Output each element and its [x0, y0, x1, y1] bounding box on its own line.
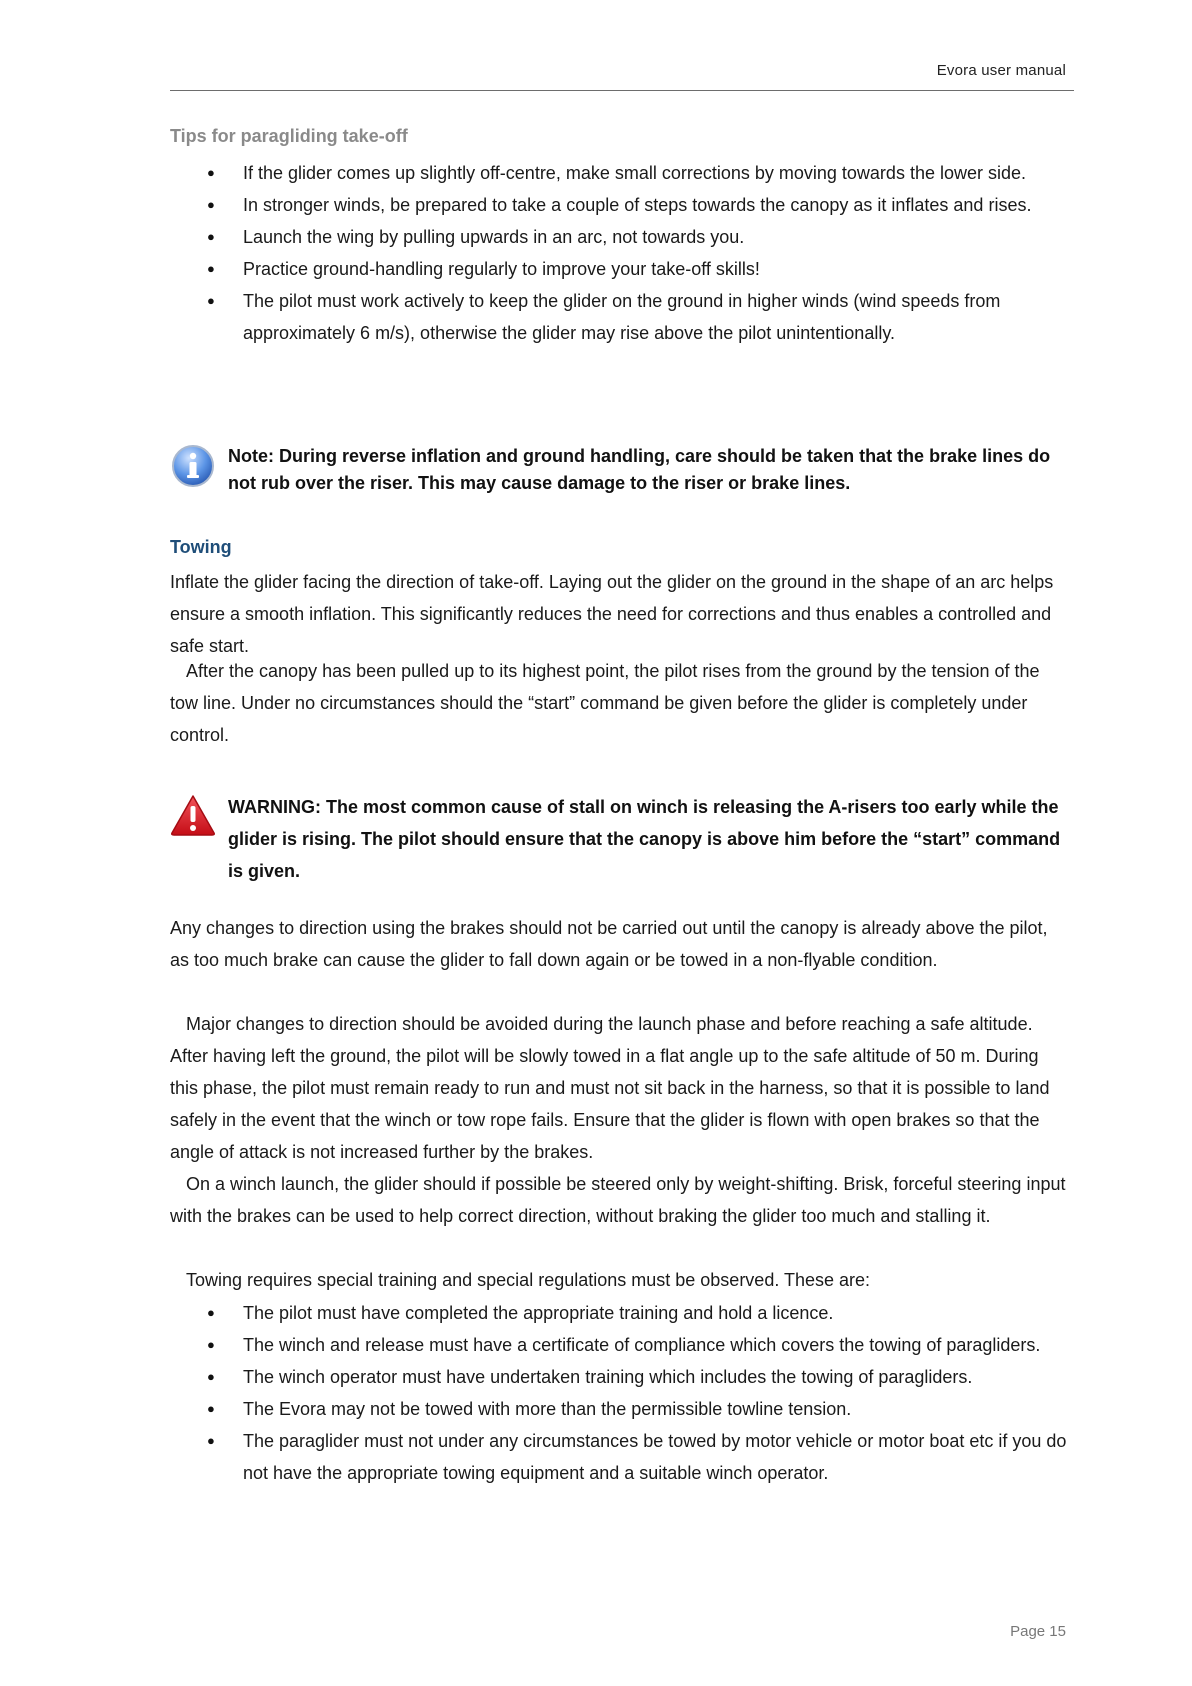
list-item: ● Launch the wing by pulling upwards in an arc, not towards you.: [170, 221, 1070, 253]
towing-paragraph: After the canopy has been pulled up to its highest point, the pilot rises from the ground by the tension of the tow line. Under no circumstances should the “start” command be given before the glider is completely under control.: [170, 661, 1040, 745]
header-rule: [170, 90, 1074, 91]
list-item: ● If the glider comes up slightly off-centre, make small corrections by moving towards the lower side.: [170, 157, 1070, 189]
list-item: ● Practice ground-handling regularly to improve your take-off skills!: [170, 253, 1070, 285]
warning-callout: [170, 791, 1070, 887]
info-icon: [170, 443, 216, 494]
list-item: ● The Evora may not be towed with more than the permissible towline tension.: [170, 1393, 1070, 1425]
towing-paragraph: On a winch launch, the glider should if possible be steered only by weight-shifting. Brisk, forceful steering input with the brakes can be used to help correct direction, without braking the glider too much and stalling it.: [170, 1174, 1066, 1226]
list-item: ● The winch and release must have a certificate of compliance which covers the towing of paragliders.: [170, 1329, 1070, 1361]
towing-heading: Towing: [170, 537, 232, 557]
list-item: ● The pilot must work actively to keep the glider on the ground in higher winds (wind speeds from approximately 6 m/s), otherwise the glider may rise above the pilot unintentionally.: [170, 285, 1070, 349]
tips-list: [170, 157, 1070, 349]
header-title: Evora user manual: [936, 62, 1066, 79]
towing-paragraph: Major changes to direction should be avoided during the launch phase and before reaching a safe altitude. After having left the ground, the pilot will be slowly towed in a flat angle up to the safe altitude of 50 m. During this phase, the pilot must remain ready to run and must not sit back in the harness, so that it is possible to land safely in the event that the winch or tow rope fails. Ensure that the glider is flown with open brakes so that the angle of attack is not increased further by the brakes.: [170, 1014, 1050, 1162]
towing-paragraph: Any changes to direction using the brakes should not be carried out until the canopy is already above the pilot, as too much brake can cause the glider to fall down again or be towed in a non-flyable condition.: [170, 918, 1048, 970]
tips-heading: Tips for paragliding take-off: [170, 126, 408, 146]
towing-paragraph: Inflate the glider facing the direction of take-off. Laying out the glider on the ground in the shape of an arc helps ensure a smooth inflation. This significantly reduces the need for corrections and thus enables a controlled and safe start.: [170, 572, 1054, 656]
warning-icon: [170, 791, 216, 842]
page-number: Page 15: [1010, 1623, 1066, 1640]
list-item: ● In stronger winds, be prepared to take a couple of steps towards the canopy as it inflates and rises.: [170, 189, 1070, 221]
towing-paragraph: Towing requires special training and special regulations must be observed. These are:: [186, 1270, 871, 1290]
towing-requirements-list: [170, 1297, 1070, 1489]
list-item: ● The winch operator must have undertaken training which includes the towing of paragliders.: [170, 1361, 1070, 1393]
note-callout: [170, 443, 1070, 497]
warning-text: WARNING: The most common cause of stall on winch is releasing the A-risers too early while the glider is rising. The pilot should ensure that the canopy is above him before the “start” command is given.: [228, 797, 1061, 881]
list-item: ● The pilot must have completed the appropriate training and hold a licence.: [170, 1297, 1070, 1329]
note-text: Note: During reverse inflation and ground handling, care should be taken that the brake lines do not rub over the riser. This may cause damage to the riser or brake lines.: [228, 446, 1051, 493]
list-item: ● The paraglider must not under any circumstances be towed by motor vehicle or motor boat etc if you do not have the appropriate towing equipment and a suitable winch operator.: [170, 1425, 1070, 1489]
